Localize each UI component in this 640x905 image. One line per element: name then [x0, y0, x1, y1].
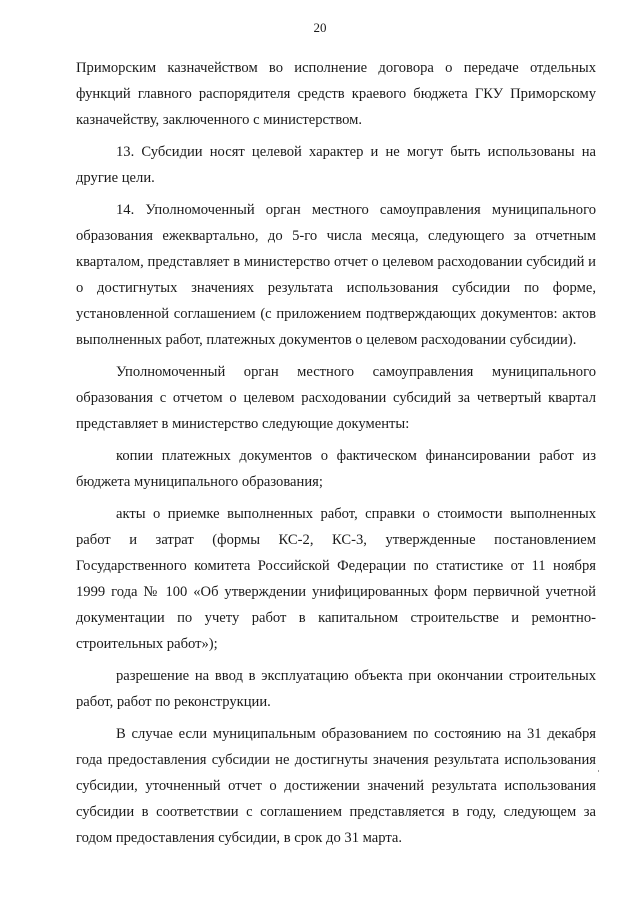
scan-speck: [598, 770, 599, 772]
paragraph-payment-documents: копии платежных документов о фактическом финансировании работ из бюджета муниципального образования;: [76, 448, 596, 490]
paragraph-item-14: 14. Уполномоченный орган местного самоуправления муниципального образования ежеквартально, до 5-го числа месяца, следующего за отчетным кварталом, представляет в министерство отчет о целевом расходовании субсидий и о достигнутых значениях результата использования субсидии по форме, установленной соглашением (с приложением подтверждающих документов: актов выполненных работ, платежных документов о целевом расходовании субсидии).: [76, 202, 596, 348]
paragraph-acceptance-acts: акты о приемке выполненных работ, справки о стоимости выполненных работ и затрат (формы КС-2, КС-3, утвержденные постановлением Государственного комитета Российской Федерации по статистике от 11 ноября 1999 года № 100 «Об утверждении унифицированных форм первичной учетной документации по учету работ в капитальном строительстве и ремонтно-строительных работ»);: [76, 506, 596, 652]
document-body: [76, 55, 596, 851]
paragraph-fourth-quarter-report: Уполномоченный орган местного самоуправления муниципального образования с отчетом о целевом расходовании субсидий за четвертый квартал представляет в министерство следующие документы:: [76, 364, 596, 432]
paragraph-item-13: 13. Субсидии носят целевой характер и не могут быть использованы на другие цели.: [76, 144, 596, 186]
page-number: 20: [313, 20, 327, 35]
paragraph-updated-report: В случае если муниципальным образованием по состоянию на 31 декабря года предоставления субсидии не достигнуты значения результата использования субсидии, уточненный отчет о достижении значений результата использования субсидии в соответствии с соглашением представляется в году, следующем за годом предоставления субсидии, в срок до 31 марта.: [76, 726, 596, 846]
paragraph-commissioning-permit: разрешение на ввод в эксплуатацию объекта при окончании строительных работ, работ по реконструкции.: [76, 668, 596, 710]
paragraph-continuation: Приморским казначейством во исполнение договора о передаче отдельных функций главного распорядителя средств краевого бюджета ГКУ Приморскому казначейству, заключенного с министерством.: [76, 60, 596, 128]
